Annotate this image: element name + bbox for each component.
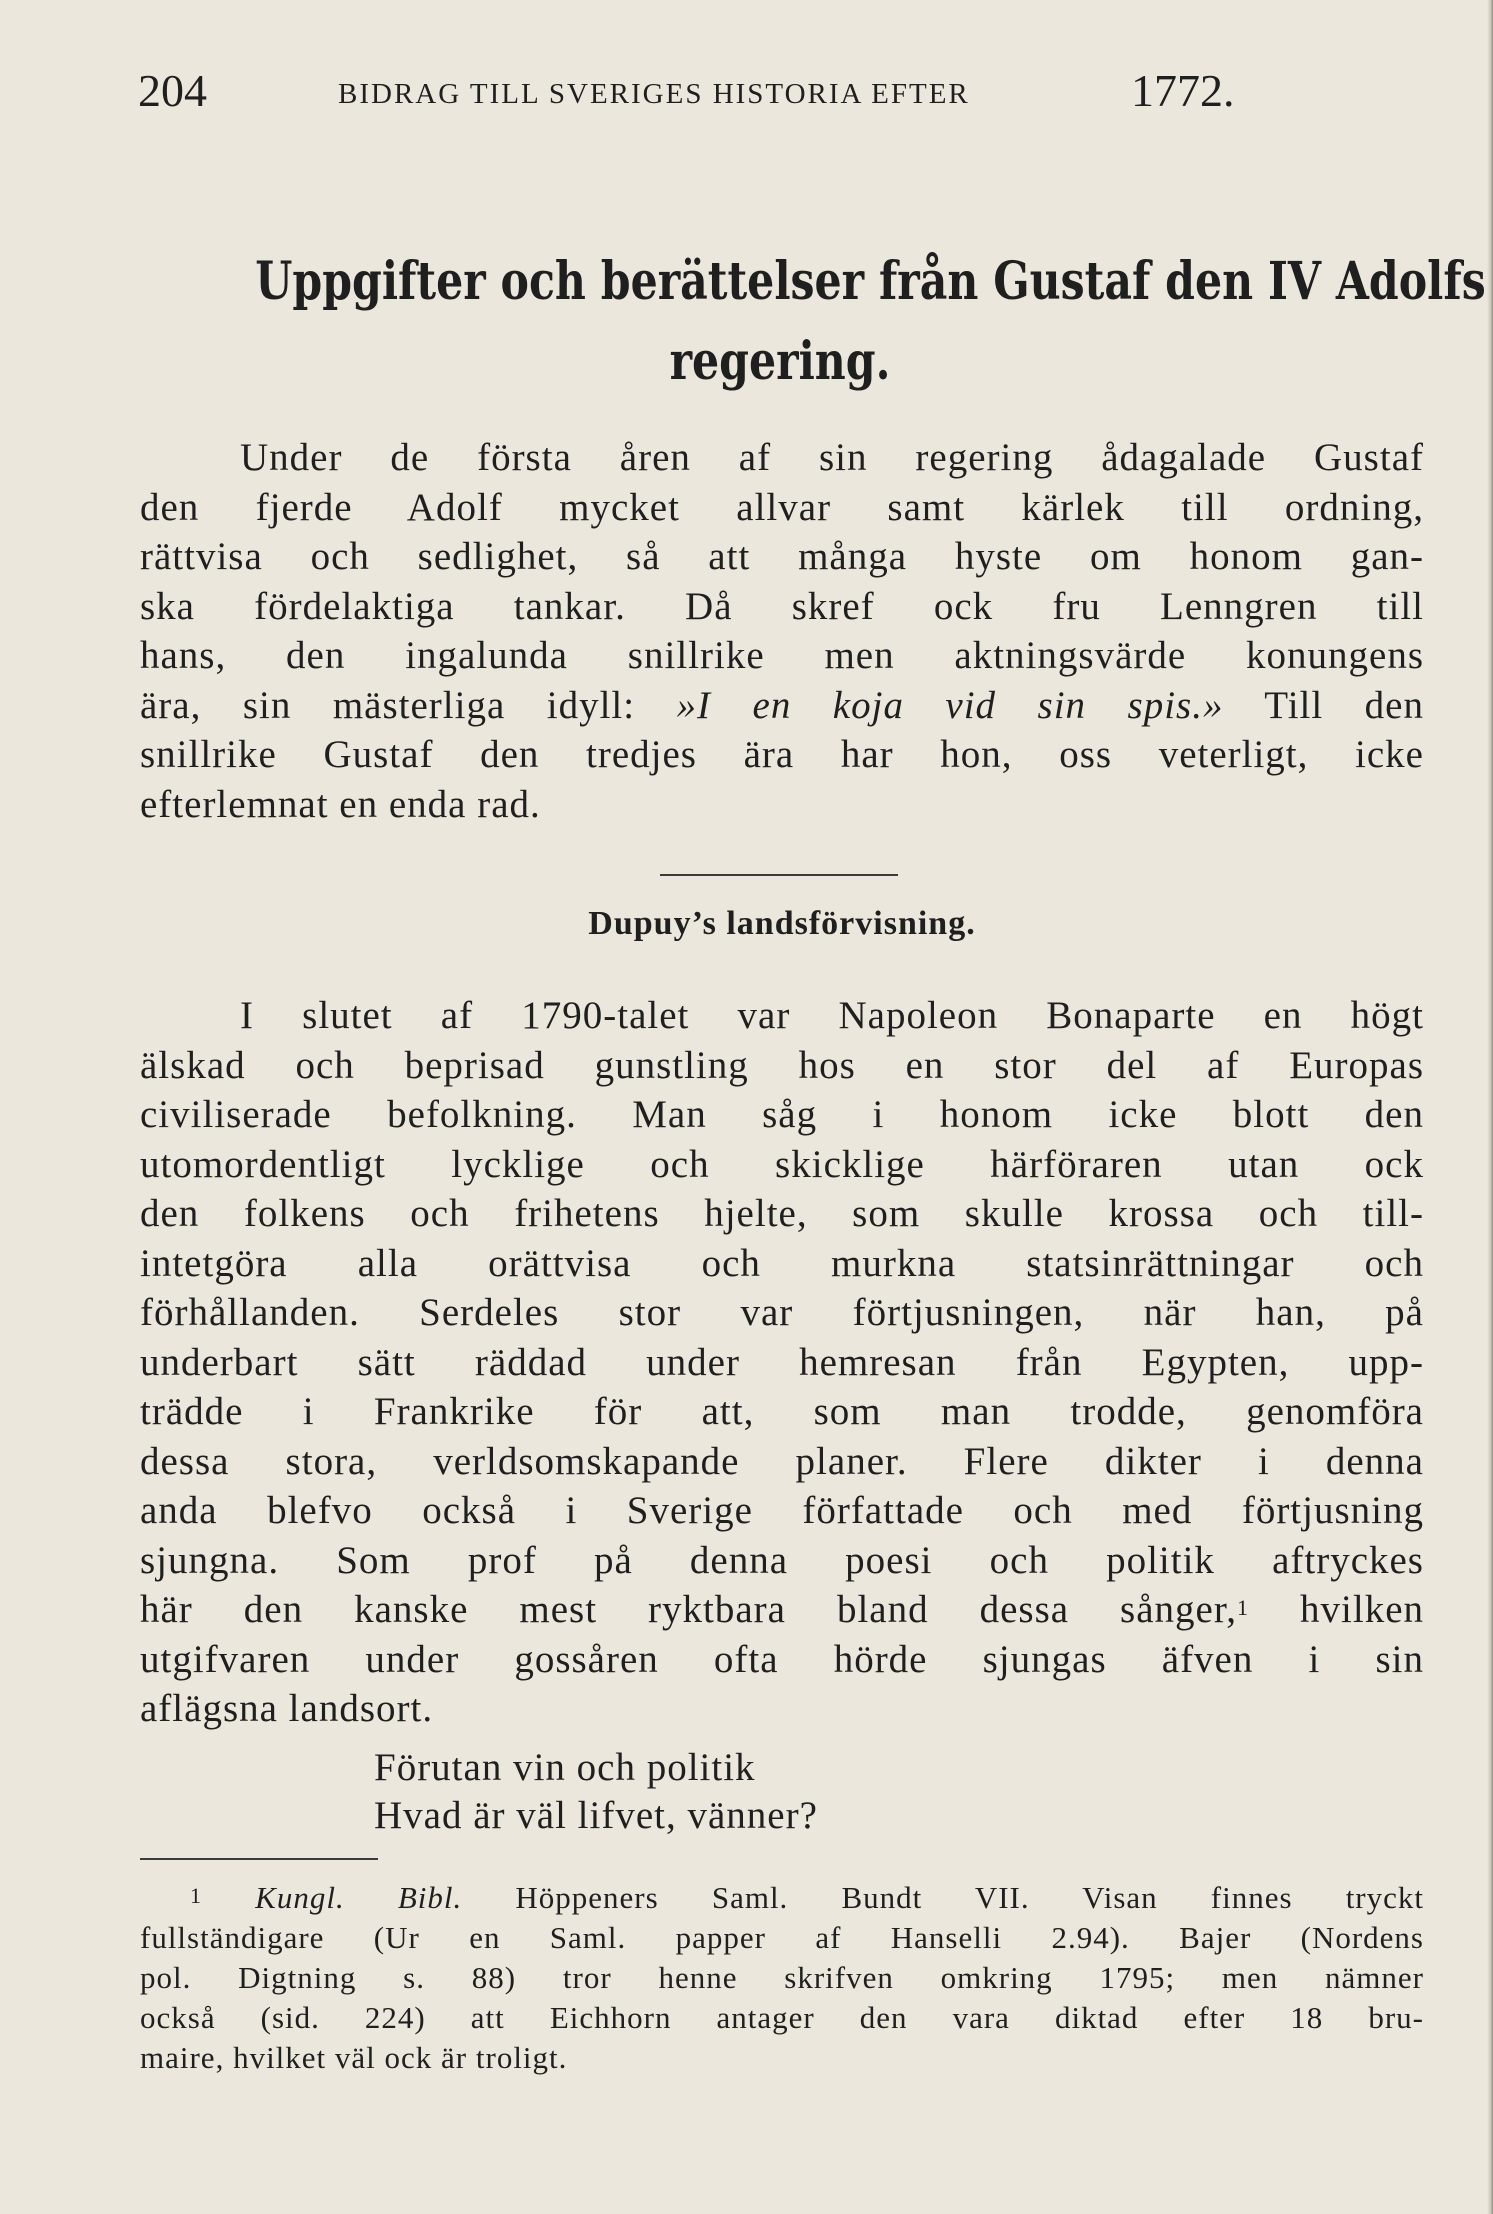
text-line: utomordentligt lycklige och skicklige härföraren utan ock: [140, 1142, 1424, 1186]
page-edge: [1487, 0, 1493, 2214]
idyll-title: »I en koja vid sin spis.»: [676, 683, 1224, 727]
text-line: trädde i Frankrike för att, som man trodde, genomföra: [140, 1390, 1424, 1433]
chapter-title-line-1: Uppgifter och berättelser från Gustaf den IV Adolfs: [255, 251, 1486, 312]
footnote-line: maire, hvilket väl ock är troligt.: [140, 2040, 568, 2075]
footnote-line: [140, 1878, 1424, 1918]
text-line: civiliserade befolkning. Man såg i honom icke blott den: [140, 1093, 1424, 1136]
footnote-line: fullständigare (Ur en Saml. papper af Hanselli 2.94). Bajer (Nordens: [140, 1920, 1424, 1955]
text-line: sjungna. Som prof på denna poesi och politik aftryckes: [140, 1538, 1424, 1582]
chapter-title: [255, 242, 1486, 402]
section-divider: [660, 874, 898, 876]
section-heading: Dupuy’s landsförvisning.: [588, 905, 976, 942]
text-line: aflägsna landsort.: [140, 1687, 434, 1730]
footnote-reference[interactable]: 1: [1237, 1595, 1250, 1620]
text-line: snillrike Gustaf den tredjes ära har hon, oss veterligt, icke: [140, 733, 1424, 776]
text-segment: Till den: [1223, 683, 1424, 727]
footnote-line: pol. Digtning s. 88) tror henne skrifven omkring 1795; men nämner: [140, 1960, 1424, 1995]
footnote-marker: 1: [190, 1883, 202, 1908]
running-title: BIDRAG TILL SVERIGES HISTORIA EFTER: [338, 78, 970, 110]
text-line: den folkens och frihetens hjelte, som skulle krossa och till-: [140, 1192, 1424, 1235]
paragraph-2: [140, 991, 1424, 1734]
footnote-divider: [140, 1858, 378, 1860]
text-line: intetgöra alla orättvisa och murkna statsinrättningar och: [140, 1241, 1424, 1285]
paragraph-1: [140, 433, 1424, 829]
text-line: den fjerde Adolf mycket allvar samt kärlek till ordning,: [140, 485, 1424, 529]
page-number: 204: [138, 65, 207, 116]
verse-quote: [374, 1744, 818, 1840]
running-head: [138, 64, 1258, 124]
text-line: ska fördelaktiga tankar. Då skref ock fru Lenngren till: [140, 584, 1424, 628]
text-line: Under de första åren af sin regering ådagalade Gustaf: [240, 436, 1424, 479]
text-line: älskad och beprisad gunstling hos en stor del af Europas: [140, 1043, 1424, 1087]
text-segment: ära, sin mästerliga idyll:: [140, 683, 677, 727]
text-line: I slutet af 1790-talet var Napoleon Bonaparte en högt: [240, 994, 1424, 1037]
text-segment: här den kanske mest ryktbara bland dessa sånger,: [140, 1588, 1238, 1631]
text-line: utgifvaren under gossåren ofta hörde sjungas äfven i sin: [140, 1637, 1424, 1681]
text-line: efterlemnat en enda rad.: [140, 782, 541, 826]
text-line: [140, 1585, 1424, 1635]
text-line: underbart sätt räddad under hemresan från Egypten, upp-: [140, 1340, 1424, 1384]
verse-line: Hvad är väl lifvet, vänner?: [374, 1794, 818, 1837]
verse-line: Förutan vin och politik: [374, 1746, 756, 1789]
footnote-source: Kungl. Bibl.: [255, 1880, 463, 1915]
text-line: rättvisa och sedlighet, så att många hyste om honom gan-: [140, 535, 1424, 578]
text-line: förhållanden. Serdeles stor var förtjusningen, när han, på: [140, 1291, 1424, 1334]
text-segment: hvilken: [1249, 1588, 1425, 1631]
text-line: hans, den ingalunda snillrike men aktningsvärde konungens: [140, 634, 1424, 677]
text-line: [140, 681, 1424, 731]
footnote-line: också (sid. 224) att Eichhorn antager den vara diktad efter 18 bru-: [140, 2000, 1424, 2035]
chapter-title-line-2: regering.: [669, 331, 891, 392]
running-year: 1772.: [1131, 65, 1235, 116]
footnote: [140, 1878, 1424, 2078]
text-line: anda blefvo också i Sverige författade och med förtjusning: [140, 1489, 1424, 1532]
text-line: dessa stora, verldsomskapande planer. Flere dikter i denna: [140, 1439, 1424, 1483]
text-segment: Höppeners Saml. Bundt VII. Visan finnes tryckt: [462, 1880, 1424, 1915]
